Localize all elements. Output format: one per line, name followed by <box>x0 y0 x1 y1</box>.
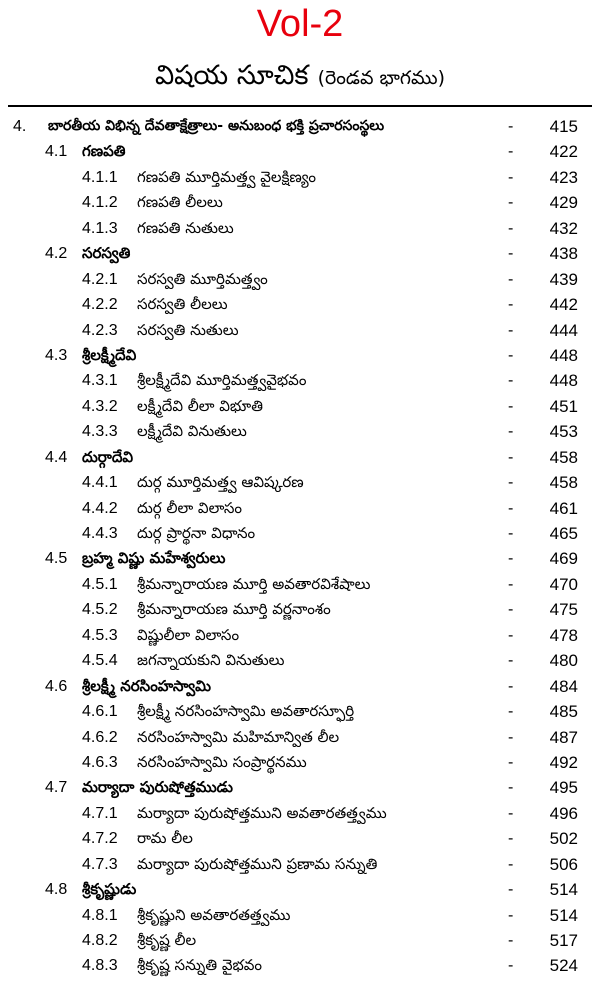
toc-dash: - <box>508 474 514 492</box>
toc-section-row <box>0 775 600 800</box>
toc-dash: - <box>508 753 514 771</box>
toc-subsection-row <box>0 419 600 444</box>
toc-dash: - <box>508 779 514 797</box>
toc-title: నరసింహస్వామి మహిమాన్విత లీల <box>137 727 340 746</box>
toc-page-number: 423 <box>549 167 578 187</box>
toc-subsection-row <box>0 750 600 775</box>
toc-page-number: 484 <box>549 676 578 696</box>
toc-page-number: 492 <box>549 752 578 772</box>
toc-title: దుర్గ లీలా విలాసం <box>137 498 242 517</box>
toc-title: బారతీయ విభిన్న దేవతాక్షేత్రాలు- అనుబంధ భక్తి ప్రచారసంస్థలు <box>48 118 385 134</box>
title-main: విషయ సూచిక <box>154 60 309 91</box>
toc-dash: - <box>508 652 514 670</box>
toc-title: లక్ష్మీదేవి లీలా విభూతి <box>137 396 263 415</box>
toc-subsection-row <box>0 521 600 546</box>
toc-number: 4.6.2 <box>82 728 118 746</box>
toc-page-number: 502 <box>549 829 578 849</box>
toc-page-number: 480 <box>549 651 578 671</box>
toc-dash: - <box>508 168 514 186</box>
toc-number: 4.8.3 <box>82 957 118 975</box>
toc-number: 4.1 <box>45 143 68 161</box>
toc-dash: - <box>508 372 514 390</box>
toc-page-number: 496 <box>549 803 578 823</box>
toc-section-row <box>0 546 600 571</box>
volume-label: Vol-2 <box>256 3 344 45</box>
toc-number: 4.5.1 <box>82 575 118 593</box>
toc-subsection-row <box>0 903 600 928</box>
toc-title: శ్రీమన్నారాయణ మూర్తి అవతారవిశేషాలు <box>137 574 371 593</box>
toc-page-number: 422 <box>549 142 578 162</box>
toc-subsection-row <box>0 597 600 622</box>
toc-dash: - <box>508 932 514 949</box>
toc-subsection-row <box>0 928 600 953</box>
toc-subsection-row <box>0 190 600 215</box>
toc-dash: - <box>508 245 514 263</box>
toc-page-number: 495 <box>549 778 578 798</box>
toc-subsection-row <box>0 470 600 495</box>
toc-number: 4.1.2 <box>82 194 118 212</box>
toc-subsection-row <box>0 953 600 978</box>
toc-number: 4.6.1 <box>82 703 118 721</box>
toc-title: విష్ణులీలా విలాసం <box>137 625 240 644</box>
toc-page-number: 465 <box>549 524 578 543</box>
toc-dash: - <box>508 118 514 135</box>
toc-section-row <box>0 343 600 368</box>
toc-number: 4.1.3 <box>82 219 118 237</box>
toc-page-number: 448 <box>549 371 578 391</box>
toc-chapter-row <box>0 114 600 139</box>
toc-section-row <box>0 674 600 699</box>
toc-page-number: 487 <box>549 727 578 747</box>
toc-dash: - <box>508 525 514 542</box>
toc-dash: - <box>508 270 514 288</box>
toc-dash: - <box>508 346 514 364</box>
toc-number: 4.8 <box>45 881 68 899</box>
toc-number: 4.2.1 <box>82 270 118 288</box>
toc-section-row <box>0 139 600 164</box>
toc-number: 4.7 <box>45 779 68 797</box>
toc-page-number: 451 <box>549 396 578 416</box>
toc-page-number: 478 <box>549 625 578 645</box>
toc-subsection-row <box>0 216 600 241</box>
toc-number: 4.3.3 <box>82 423 118 441</box>
toc-page-number: 470 <box>549 574 578 594</box>
toc-subsection-row <box>0 699 600 724</box>
toc-page-number: 453 <box>549 422 578 442</box>
toc-subsection-row <box>0 648 600 673</box>
toc-subsection-row <box>0 292 600 317</box>
toc-title: దుర్గాదేవి <box>82 447 134 466</box>
toc-number: 4.5.4 <box>82 652 118 670</box>
toc-dash: - <box>508 321 514 339</box>
toc-dash: - <box>508 601 514 619</box>
toc-title: బ్రహ్మ విష్ణు మహేశ్వరులు <box>82 549 226 568</box>
title-subtitle: (రెండవ భాగము) <box>317 67 446 89</box>
toc-number: 4.4.2 <box>82 499 118 517</box>
toc-subsection-row <box>0 368 600 393</box>
toc-number: 4.5.3 <box>82 626 118 644</box>
toc-dash: - <box>508 143 514 161</box>
toc-dash: - <box>508 423 514 441</box>
toc-title: రామ లీల <box>137 829 193 848</box>
toc-subsection-row <box>0 623 600 648</box>
toc-subsection-row <box>0 394 600 419</box>
toc-dash: - <box>508 448 514 466</box>
toc-number: 4.3.1 <box>82 372 118 390</box>
toc-page-number: 458 <box>549 447 578 467</box>
toc-title: దుర్గ ప్రార్థనా విధానం <box>137 524 256 542</box>
toc-title: సరస్వతి లీలలు <box>137 295 228 314</box>
toc-dash: - <box>508 855 514 873</box>
toc-dash: - <box>508 881 514 899</box>
toc-title: శ్రీలక్ష్మీదేవి <box>82 345 137 364</box>
toc-page-number: 469 <box>549 549 578 569</box>
toc-page-number: 461 <box>549 498 578 518</box>
toc-title: జగన్నాయకుని వినుతులు <box>137 651 285 670</box>
toc-number: 4.4.3 <box>82 525 118 542</box>
toc-page-number: 438 <box>549 244 578 264</box>
toc-page-number: 432 <box>549 218 578 238</box>
toc-dash: - <box>508 906 514 924</box>
header-divider <box>8 105 592 107</box>
toc-subsection-row <box>0 496 600 521</box>
toc-subsection-row <box>0 826 600 851</box>
toc-number: 4.2.3 <box>82 321 118 339</box>
toc-title: దుర్గ మూర్తిమత్త్వ ఆవిష్కరణ <box>137 473 304 492</box>
toc-title: నరసింహస్వామి సంప్రార్థనము <box>137 752 307 771</box>
toc-title: సరస్వతి మూర్తిమత్త్వం <box>137 269 268 288</box>
toc-page-number: 429 <box>549 193 578 213</box>
toc-subsection-row <box>0 572 600 597</box>
toc-number: 4.1.1 <box>82 168 118 186</box>
toc-subsection-row <box>0 725 600 750</box>
toc-number: 4.8.1 <box>82 906 118 924</box>
toc-dash: - <box>508 397 514 415</box>
toc-dash: - <box>508 677 514 695</box>
toc-number: 4.4.1 <box>82 474 118 492</box>
toc-page-number: 439 <box>549 269 578 289</box>
toc-page-number: 458 <box>549 473 578 493</box>
toc-dash: - <box>508 957 514 975</box>
toc-number: 4.7.1 <box>82 804 118 822</box>
toc-number: 4.2.2 <box>82 296 118 314</box>
toc-page-number: 524 <box>549 956 578 976</box>
toc-title: శ్రీలక్ష్మీ నరసింహస్వామి <box>82 676 212 695</box>
toc-subsection-row <box>0 852 600 877</box>
toc-title: శ్రీకృష్ణుడు <box>82 880 137 899</box>
toc-subsection-row <box>0 318 600 343</box>
toc-page-number: 415 <box>549 117 578 136</box>
toc-number: 4.2 <box>45 245 68 263</box>
toc-title: గణపతి <box>82 142 126 161</box>
toc-page-number: 514 <box>549 880 578 900</box>
toc-number: 4.7.2 <box>82 830 118 848</box>
toc-section-row <box>0 877 600 902</box>
toc-section-row <box>0 241 600 266</box>
toc-title: మర్యాదా పురుషోత్తముడు <box>82 778 233 797</box>
toc-number: 4.8.2 <box>82 932 118 949</box>
toc-number: 4.3 <box>45 346 68 364</box>
toc-page-number: 444 <box>549 320 578 340</box>
toc-title: సరస్వతి నుతులు <box>137 320 239 339</box>
toc-dash: - <box>508 219 514 237</box>
toc-number: 4.5 <box>45 550 68 568</box>
toc-title: శ్రీకృష్ణ సన్నుతి వైభవం <box>137 956 263 975</box>
toc-section-row <box>0 445 600 470</box>
toc-title: గణపతి నుతులు <box>137 218 234 237</box>
toc-title: గణపతి మూర్తిమత్త్వ వైలక్షిణ్యం <box>137 167 316 186</box>
toc-number: 4.7.3 <box>82 855 118 873</box>
toc-dash: - <box>508 830 514 848</box>
toc-number: 4. <box>13 118 27 135</box>
toc-page-number: 506 <box>549 854 578 874</box>
toc-dash: - <box>508 575 514 593</box>
toc-title: మర్యాదా పురుషోత్తముని ప్రణామ సన్నుతి <box>137 854 378 873</box>
toc-page-number: 475 <box>549 600 578 620</box>
toc-dash: - <box>508 499 514 517</box>
toc-title: లక్ష్మీదేవి వినుతులు <box>137 422 247 441</box>
toc-page-number: 517 <box>549 931 578 950</box>
toc-title: శ్రీలక్ష్మీ నరసింహస్వామి అవతారస్ఫూర్తి <box>137 702 355 721</box>
toc-dash: - <box>508 194 514 212</box>
toc-subsection-row <box>0 267 600 292</box>
toc-dash: - <box>508 626 514 644</box>
toc-number: 4.6.3 <box>82 753 118 771</box>
toc-title: శ్రీలక్ష్మీదేవి మూర్తిమత్త్వవైభవం <box>137 371 307 390</box>
toc-dash: - <box>508 728 514 746</box>
toc-dash: - <box>508 550 514 568</box>
page-title <box>0 56 600 99</box>
toc-title: గణపతి లీలలు <box>137 193 223 212</box>
toc-number: 4.5.2 <box>82 601 118 619</box>
toc-page-number: 514 <box>549 905 578 925</box>
table-of-contents <box>0 114 600 979</box>
toc-title: శ్రీకృష్ణుని అవతారతత్త్వము <box>137 905 291 924</box>
toc-page-number: 485 <box>549 702 578 722</box>
toc-dash: - <box>508 296 514 314</box>
toc-dash: - <box>508 703 514 721</box>
toc-title: సరస్వతి <box>82 244 131 263</box>
toc-title: శ్రీకృష్ణ లీల <box>137 931 197 949</box>
toc-dash: - <box>508 804 514 822</box>
toc-title: శ్రీమన్నారాయణ మూర్తి వర్ణనాంశం <box>137 600 331 619</box>
toc-number: 4.6 <box>45 677 68 695</box>
toc-subsection-row <box>0 801 600 826</box>
toc-page-number: 442 <box>549 295 578 315</box>
toc-page-number: 448 <box>549 345 578 365</box>
toc-subsection-row <box>0 165 600 190</box>
toc-number: 4.4 <box>45 448 68 466</box>
toc-title: మర్యాదా పురుషోత్తముని అవతారతత్త్వము <box>137 803 387 822</box>
toc-number: 4.3.2 <box>82 397 118 415</box>
